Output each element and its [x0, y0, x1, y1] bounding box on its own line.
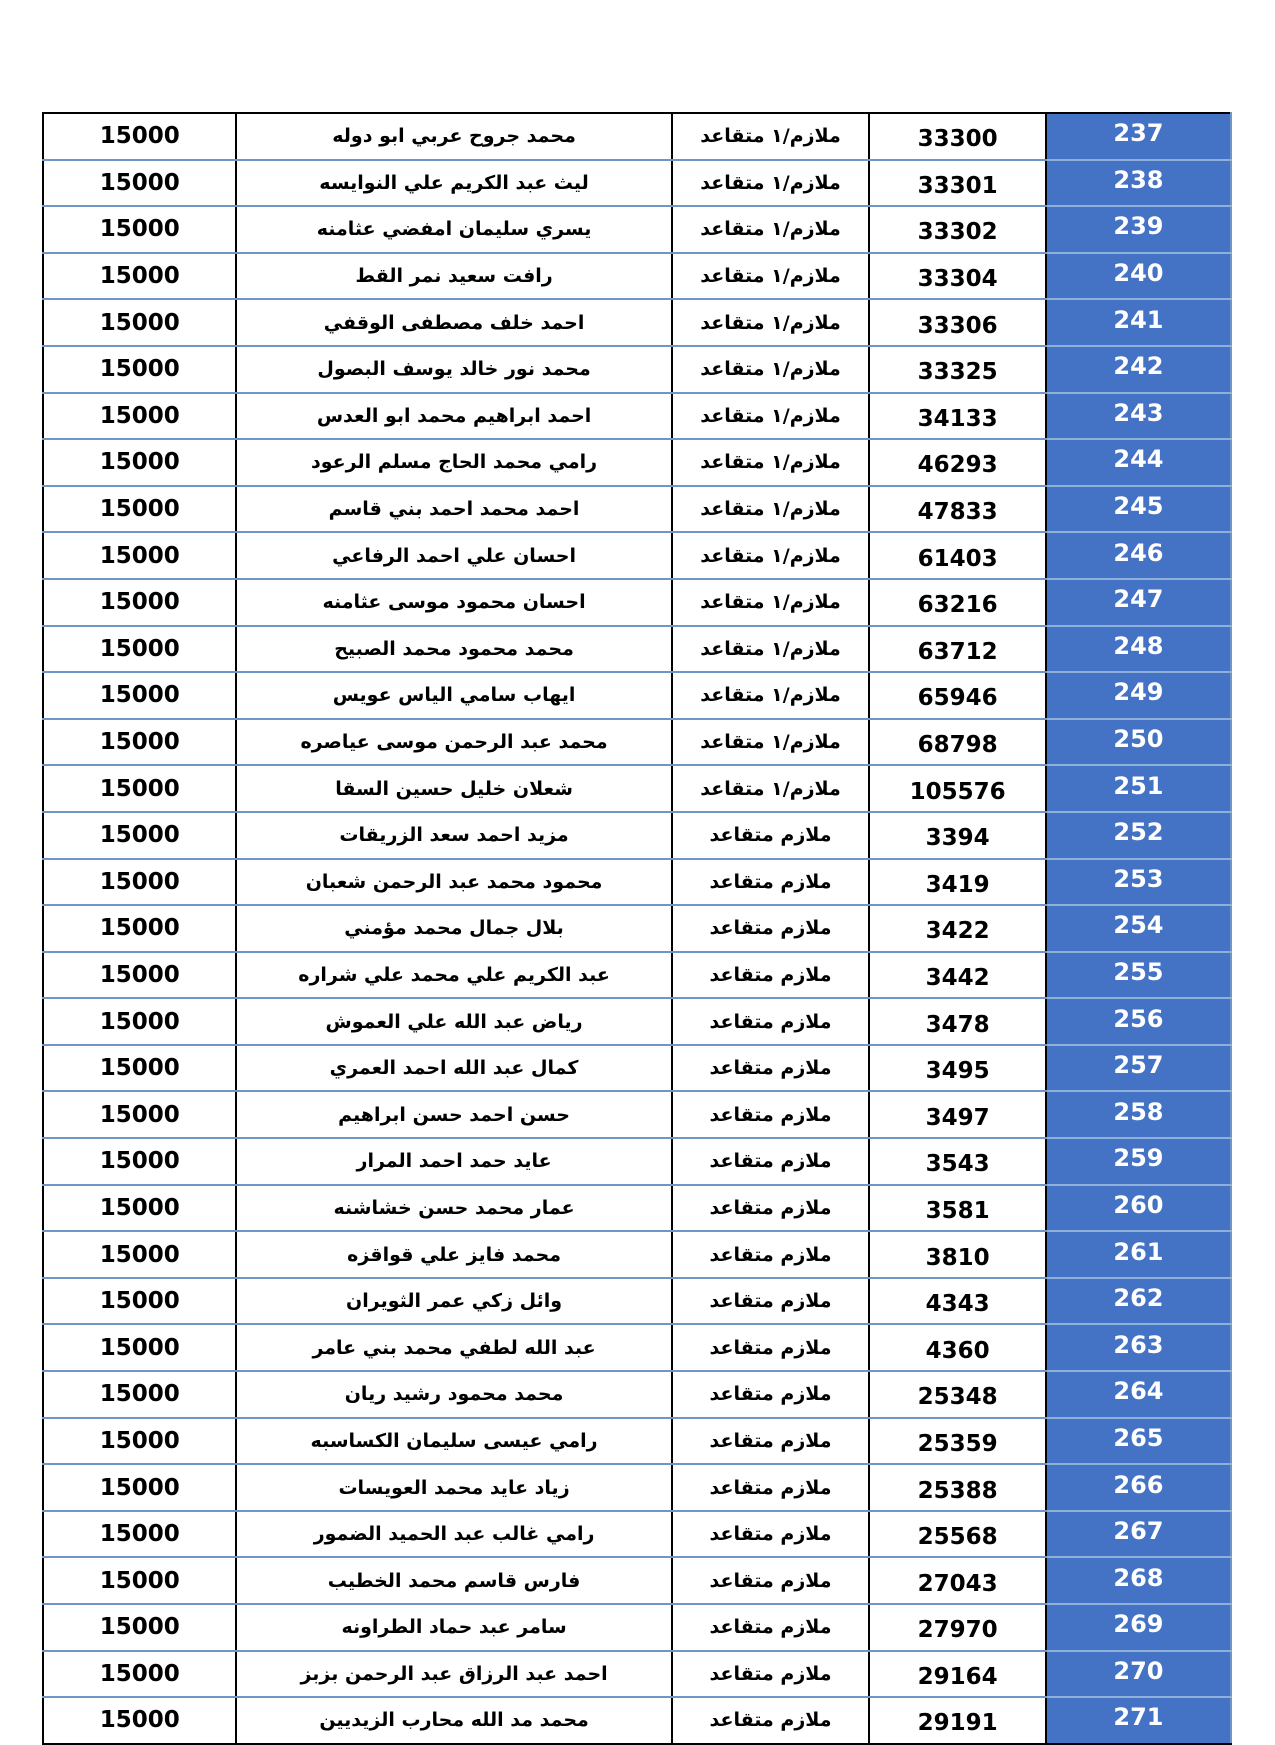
- name-cell: ليث عبد الكريم علي النوايسه: [236, 160, 671, 207]
- table-row: [43, 1464, 1231, 1511]
- amount-cell: 15000: [43, 1371, 236, 1418]
- sequence-number-cell: 238: [1046, 160, 1231, 207]
- table-row: [43, 952, 1231, 999]
- military-number-cell: 3422: [869, 905, 1046, 952]
- rank-cell: ملازم متقاعد: [672, 1557, 870, 1604]
- rank-cell: ملازم/١ متقاعد: [672, 439, 870, 486]
- military-number-cell: 25388: [869, 1464, 1046, 1511]
- military-number-cell: 34133: [869, 393, 1046, 440]
- rank-cell: ملازم متقاعد: [672, 1138, 870, 1185]
- sequence-number-cell: 264: [1046, 1371, 1231, 1418]
- sequence-number-cell: 244: [1046, 439, 1231, 486]
- name-cell: رافت سعيد نمر القط: [236, 253, 671, 300]
- military-number-cell: 3442: [869, 952, 1046, 999]
- name-cell: حسن احمد حسن ابراهيم: [236, 1091, 671, 1138]
- military-number-cell: 3581: [869, 1185, 1046, 1232]
- military-number-cell: 65946: [869, 672, 1046, 719]
- name-cell: احمد عبد الرزاق عبد الرحمن بزبز: [236, 1651, 671, 1698]
- amount-cell: 15000: [43, 1557, 236, 1604]
- military-number-cell: 25568: [869, 1511, 1046, 1558]
- military-number-cell: 33306: [869, 299, 1046, 346]
- table-row: [43, 812, 1231, 859]
- sequence-number-cell: 237: [1046, 113, 1231, 160]
- name-cell: فارس قاسم محمد الخطيب: [236, 1557, 671, 1604]
- table-row: [43, 859, 1231, 906]
- sequence-number-cell: 241: [1046, 299, 1231, 346]
- amount-cell: 15000: [43, 346, 236, 393]
- amount-cell: 15000: [43, 626, 236, 673]
- military-number-cell: 3495: [869, 1045, 1046, 1092]
- name-cell: عايد حمد احمد المرار: [236, 1138, 671, 1185]
- rank-cell: ملازم متقاعد: [672, 1604, 870, 1651]
- name-cell: مزيد احمد سعد الزريقات: [236, 812, 671, 859]
- table-row: [43, 393, 1231, 440]
- sequence-number-cell: 268: [1046, 1557, 1231, 1604]
- military-number-cell: 3543: [869, 1138, 1046, 1185]
- table-body: [43, 113, 1231, 1744]
- sequence-number-cell: 260: [1046, 1185, 1231, 1232]
- table-row: [43, 532, 1231, 579]
- table-row: [43, 719, 1231, 766]
- rank-cell: ملازم متقاعد: [672, 1697, 870, 1744]
- beneficiaries-table: [42, 112, 1232, 1745]
- sequence-number-cell: 249: [1046, 672, 1231, 719]
- sequence-number-cell: 269: [1046, 1604, 1231, 1651]
- amount-cell: 15000: [43, 812, 236, 859]
- rank-cell: ملازم متقاعد: [672, 905, 870, 952]
- military-number-cell: 33301: [869, 160, 1046, 207]
- amount-cell: 15000: [43, 1604, 236, 1651]
- sequence-number-cell: 271: [1046, 1697, 1231, 1744]
- name-cell: محمد جروح عربي ابو دوله: [236, 113, 671, 160]
- name-cell: محمد محمود رشيد ريان: [236, 1371, 671, 1418]
- rank-cell: ملازم متقاعد: [672, 812, 870, 859]
- amount-cell: 15000: [43, 299, 236, 346]
- military-number-cell: 27043: [869, 1557, 1046, 1604]
- amount-cell: 15000: [43, 1697, 236, 1744]
- name-cell: محمد محمود محمد الصبيح: [236, 626, 671, 673]
- amount-cell: 15000: [43, 206, 236, 253]
- rank-cell: ملازم متقاعد: [672, 1045, 870, 1092]
- table-row: [43, 998, 1231, 1045]
- sequence-number-cell: 246: [1046, 532, 1231, 579]
- name-cell: كمال عبد الله احمد العمري: [236, 1045, 671, 1092]
- military-number-cell: 33302: [869, 206, 1046, 253]
- sequence-number-cell: 259: [1046, 1138, 1231, 1185]
- table-row: [43, 579, 1231, 626]
- table-row: [43, 1511, 1231, 1558]
- table-row: [43, 1185, 1231, 1232]
- amount-cell: 15000: [43, 1185, 236, 1232]
- rank-cell: ملازم متقاعد: [672, 859, 870, 906]
- rank-cell: ملازم متقاعد: [672, 1651, 870, 1698]
- name-cell: بلال جمال محمد مؤمني: [236, 905, 671, 952]
- rank-cell: ملازم/١ متقاعد: [672, 113, 870, 160]
- rank-cell: ملازم متقاعد: [672, 1418, 870, 1465]
- amount-cell: 15000: [43, 1511, 236, 1558]
- military-number-cell: 63216: [869, 579, 1046, 626]
- amount-cell: 15000: [43, 1091, 236, 1138]
- name-cell: سامر عبد حماد الطراونه: [236, 1604, 671, 1651]
- table-row: [43, 1231, 1231, 1278]
- table-row: [43, 113, 1231, 160]
- military-number-cell: 29164: [869, 1651, 1046, 1698]
- sequence-number-cell: 255: [1046, 952, 1231, 999]
- sequence-number-cell: 253: [1046, 859, 1231, 906]
- amount-cell: 15000: [43, 532, 236, 579]
- military-number-cell: 3478: [869, 998, 1046, 1045]
- rank-cell: ملازم/١ متقاعد: [672, 765, 870, 812]
- military-number-cell: 33300: [869, 113, 1046, 160]
- military-number-cell: 25359: [869, 1418, 1046, 1465]
- military-number-cell: 4360: [869, 1324, 1046, 1371]
- military-number-cell: 25348: [869, 1371, 1046, 1418]
- name-cell: عبد الكريم علي محمد علي شراره: [236, 952, 671, 999]
- table-row: [43, 160, 1231, 207]
- military-number-cell: 33304: [869, 253, 1046, 300]
- table-row: [43, 486, 1231, 533]
- sequence-number-cell: 250: [1046, 719, 1231, 766]
- table-row: [43, 439, 1231, 486]
- sequence-number-cell: 261: [1046, 1231, 1231, 1278]
- sequence-number-cell: 256: [1046, 998, 1231, 1045]
- table-row: [43, 1138, 1231, 1185]
- rank-cell: ملازم متقاعد: [672, 1278, 870, 1325]
- amount-cell: 15000: [43, 160, 236, 207]
- name-cell: محمود محمد عبد الرحمن شعبان: [236, 859, 671, 906]
- sequence-number-cell: 265: [1046, 1418, 1231, 1465]
- sequence-number-cell: 257: [1046, 1045, 1231, 1092]
- rank-cell: ملازم/١ متقاعد: [672, 532, 870, 579]
- rank-cell: ملازم متقاعد: [672, 998, 870, 1045]
- sequence-number-cell: 254: [1046, 905, 1231, 952]
- amount-cell: 15000: [43, 719, 236, 766]
- sequence-number-cell: 251: [1046, 765, 1231, 812]
- name-cell: وائل زكي عمر الثويران: [236, 1278, 671, 1325]
- rank-cell: ملازم/١ متقاعد: [672, 299, 870, 346]
- name-cell: احمد ابراهيم محمد ابو العدس: [236, 393, 671, 440]
- name-cell: رياض عبد الله علي العموش: [236, 998, 671, 1045]
- rank-cell: ملازم متقاعد: [672, 1371, 870, 1418]
- table-row: [43, 206, 1231, 253]
- sequence-number-cell: 270: [1046, 1651, 1231, 1698]
- military-number-cell: 33325: [869, 346, 1046, 393]
- name-cell: عمار محمد حسن خشاشنه: [236, 1185, 671, 1232]
- military-number-cell: 3497: [869, 1091, 1046, 1138]
- table-row: [43, 253, 1231, 300]
- sequence-number-cell: 239: [1046, 206, 1231, 253]
- table-row: [43, 1557, 1231, 1604]
- military-number-cell: 3810: [869, 1231, 1046, 1278]
- name-cell: زياد عايد محمد العويسات: [236, 1464, 671, 1511]
- table-row: [43, 1091, 1231, 1138]
- name-cell: احسان علي احمد الرفاعي: [236, 532, 671, 579]
- table-row: [43, 1045, 1231, 1092]
- amount-cell: 15000: [43, 253, 236, 300]
- amount-cell: 15000: [43, 859, 236, 906]
- amount-cell: 15000: [43, 113, 236, 160]
- sequence-number-cell: 245: [1046, 486, 1231, 533]
- rank-cell: ملازم/١ متقاعد: [672, 719, 870, 766]
- table-row: [43, 765, 1231, 812]
- name-cell: احمد محمد احمد بني قاسم: [236, 486, 671, 533]
- rank-cell: ملازم متقاعد: [672, 1185, 870, 1232]
- amount-cell: 15000: [43, 439, 236, 486]
- name-cell: يسري سليمان امفضي عثامنه: [236, 206, 671, 253]
- rank-cell: ملازم متقاعد: [672, 1464, 870, 1511]
- amount-cell: 15000: [43, 1651, 236, 1698]
- rank-cell: ملازم متقاعد: [672, 1511, 870, 1558]
- rank-cell: ملازم متقاعد: [672, 1324, 870, 1371]
- rank-cell: ملازم/١ متقاعد: [672, 206, 870, 253]
- amount-cell: 15000: [43, 486, 236, 533]
- sequence-number-cell: 243: [1046, 393, 1231, 440]
- name-cell: محمد فايز علي قواقزه: [236, 1231, 671, 1278]
- amount-cell: 15000: [43, 1324, 236, 1371]
- amount-cell: 15000: [43, 998, 236, 1045]
- rank-cell: ملازم متقاعد: [672, 1231, 870, 1278]
- rank-cell: ملازم/١ متقاعد: [672, 253, 870, 300]
- table-row: [43, 1604, 1231, 1651]
- sequence-number-cell: 266: [1046, 1464, 1231, 1511]
- military-number-cell: 105576: [869, 765, 1046, 812]
- name-cell: محمد عبد الرحمن موسى عياصره: [236, 719, 671, 766]
- rank-cell: ملازم/١ متقاعد: [672, 160, 870, 207]
- table-row: [43, 299, 1231, 346]
- military-number-cell: 46293: [869, 439, 1046, 486]
- rank-cell: ملازم متقاعد: [672, 1091, 870, 1138]
- sequence-number-cell: 258: [1046, 1091, 1231, 1138]
- military-number-cell: 68798: [869, 719, 1046, 766]
- table-row: [43, 905, 1231, 952]
- table-row: [43, 1418, 1231, 1465]
- name-cell: رامي عيسى سليمان الكساسبه: [236, 1418, 671, 1465]
- amount-cell: 15000: [43, 765, 236, 812]
- rank-cell: ملازم/١ متقاعد: [672, 672, 870, 719]
- sequence-number-cell: 240: [1046, 253, 1231, 300]
- rank-cell: ملازم/١ متقاعد: [672, 346, 870, 393]
- name-cell: احمد خلف مصطفى الوقفي: [236, 299, 671, 346]
- sequence-number-cell: 242: [1046, 346, 1231, 393]
- sequence-number-cell: 267: [1046, 1511, 1231, 1558]
- table-row: [43, 1651, 1231, 1698]
- amount-cell: 15000: [43, 1045, 236, 1092]
- amount-cell: 15000: [43, 905, 236, 952]
- sequence-number-cell: 248: [1046, 626, 1231, 673]
- amount-cell: 15000: [43, 1278, 236, 1325]
- name-cell: ايهاب سامي الياس عويس: [236, 672, 671, 719]
- table-row: [43, 1371, 1231, 1418]
- table-row: [43, 1278, 1231, 1325]
- amount-cell: 15000: [43, 952, 236, 999]
- table-row: [43, 626, 1231, 673]
- military-number-cell: 63712: [869, 626, 1046, 673]
- table-row: [43, 1697, 1231, 1744]
- sequence-number-cell: 263: [1046, 1324, 1231, 1371]
- military-number-cell: 3394: [869, 812, 1046, 859]
- table-row: [43, 672, 1231, 719]
- sequence-number-cell: 252: [1046, 812, 1231, 859]
- amount-cell: 15000: [43, 579, 236, 626]
- amount-cell: 15000: [43, 1418, 236, 1465]
- name-cell: احسان محمود موسى عثامنه: [236, 579, 671, 626]
- military-number-cell: 4343: [869, 1278, 1046, 1325]
- name-cell: محمد مد الله محارب الزيديين: [236, 1697, 671, 1744]
- name-cell: رامي غالب عبد الحميد الضمور: [236, 1511, 671, 1558]
- amount-cell: 15000: [43, 1138, 236, 1185]
- rank-cell: ملازم/١ متقاعد: [672, 486, 870, 533]
- amount-cell: 15000: [43, 672, 236, 719]
- amount-cell: 15000: [43, 1231, 236, 1278]
- table-row: [43, 346, 1231, 393]
- rank-cell: ملازم متقاعد: [672, 952, 870, 999]
- military-number-cell: 47833: [869, 486, 1046, 533]
- amount-cell: 15000: [43, 1464, 236, 1511]
- rank-cell: ملازم/١ متقاعد: [672, 579, 870, 626]
- rank-cell: ملازم/١ متقاعد: [672, 626, 870, 673]
- name-cell: عبد الله لطفي محمد بني عامر: [236, 1324, 671, 1371]
- table-row: [43, 1324, 1231, 1371]
- name-cell: محمد نور خالد يوسف البصول: [236, 346, 671, 393]
- military-number-cell: 29191: [869, 1697, 1046, 1744]
- military-number-cell: 27970: [869, 1604, 1046, 1651]
- sequence-number-cell: 247: [1046, 579, 1231, 626]
- rank-cell: ملازم/١ متقاعد: [672, 393, 870, 440]
- name-cell: شعلان خليل حسين السقا: [236, 765, 671, 812]
- amount-cell: 15000: [43, 393, 236, 440]
- name-cell: رامي محمد الحاج مسلم الرعود: [236, 439, 671, 486]
- military-number-cell: 3419: [869, 859, 1046, 906]
- military-number-cell: 61403: [869, 532, 1046, 579]
- sequence-number-cell: 262: [1046, 1278, 1231, 1325]
